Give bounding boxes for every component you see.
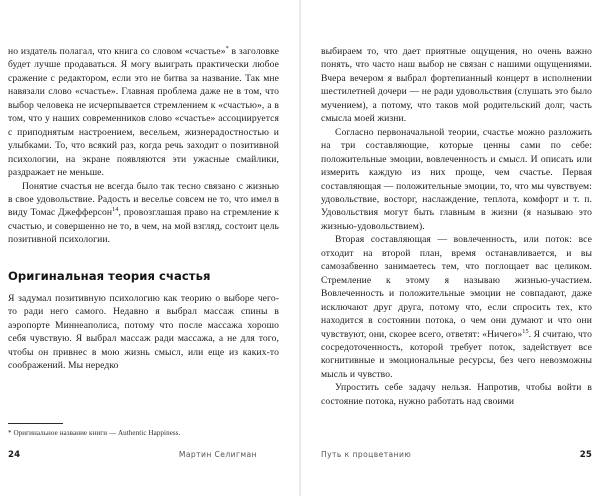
page-number-right: 25 — [579, 450, 592, 460]
paragraph-simplify-task: Упростить себе задачу нельзя. Напротив, чтобы войти в состояние потока, нужно работать над своими — [321, 382, 592, 407]
paragraph-continuation: выбираем то, что дает приятные ощущения, но очень важно понять, что часто наш выбор не связан с нашими ощущениями. Вчера вечером я выбрал фортепианный концерт в исполнении шестилетней дочери — не ради удовольствия (слушать это было мучением), а потому, что таков мой родительский долг, часть смысла моей жизни. — [321, 46, 592, 125]
paragraph-three-components: Согласно первоначальной теории, счастье можно разложить на три составляющие, которые ценны сами по себе: положительные эмоции, вовлеченность и смысл. И описать или измерить каждую из них проще, чем счастье. Первая составляющая — положительные эмоции, то, что мы чувствуем: удовольствие, восторг, наслаждение, теплота, комфорт и т. п. Удовольствия могут быть главным в жизни (я называю это жизнью-удовольствием). — [321, 126, 592, 232]
page-number-left: 24 — [8, 450, 21, 460]
running-head-left: Мартин Селигман — [178, 450, 257, 459]
paragraph-happiness-concept — [8, 180, 279, 247]
footnote-text: * Оригинальное название книги — Authentic Happiness. — [8, 429, 181, 437]
paragraph-engagement-flow — [321, 233, 592, 381]
footnote-marker-14: 14 — [112, 206, 119, 214]
paragraph-original-theory: Я задумал позитивную психологию как теорию о выборе чего-то ради него самого. Недавно я выбрал массаж спины в аэропорте Миннеаполиса, потому что после массажа хорошо себя чувствую. Я выбрал массаж ради массажа, а не для того, чтобы он привнес в мою жизнь смысл, или еще из каких-то соображений. Мы нередко — [8, 292, 279, 372]
right-page-footer — [300, 450, 600, 460]
paragraph-text-after-footnote: , провозглашая право на стремление к счастью, и совершенно не то, в чем, на мой взгляд, состоит цель позитивной психологии. — [8, 207, 279, 246]
running-head-right: Путь к процветанию — [321, 450, 412, 459]
footnote-block — [8, 423, 280, 438]
footnote-marker-15: 15 — [522, 327, 529, 335]
paragraph-continuation — [8, 45, 279, 180]
paragraph-text-after-footnote: в заголовке будет лучше продаваться. Я могу выиграть практически любое сражение с редактором, если это не битва за название. Так мне навязали слово «счастье». Главная проблема даже не в том, что выбор человека не исчерпывается стремлением к «счастью», а в том, что у наших современников слово «счастье» ассоциируется с приподнятым настроением, весельем, жизнерадостностью и улыбками. То, что всякий раз, когда речь заходит о позитивной психологии, на экране появляются эти ужасные смайлики, раздражает не меньше. — [8, 46, 280, 179]
paragraph-text-after-footnote: . Я считаю, что сосредоточенность, которой требует поток, задействует все когнитивные и эмоциональные ресурсы, без чего невозможны мысль и чувство. — [321, 328, 592, 380]
paragraph-text-before-footnote: Вторая составляющая — вовлеченность, или поток: все отходит на второй план, время останавливается, и вы самозабвенно занимаетесь тем, что поглощает вас целиком. Стремление к этому я называю жизнью-участием. Вовлеченность и положительные эмоции не совпадают, даже исключают друг друга, потому что, если спросить тех, кто находится в состоянии потока, о чем они думают и что они чувствуют, они, скорее всего, ответят: «Ничего» — [321, 234, 592, 340]
footnote-marker-asterisk: * — [225, 44, 229, 52]
footnote-separator-rule — [8, 423, 63, 424]
section-heading: Оригинальная теория счастья — [8, 268, 211, 283]
left-page-footer — [0, 450, 300, 460]
right-page — [300, 0, 600, 496]
paragraph-text-before-footnote: Понятие счастья не всегда было так тесно связано с жизнью в свое удовольствие. Радость и веселье совсем не то, что имел в виду Томас Джефферсон — [8, 180, 279, 219]
paragraph-text-before-footnote: но издатель полагал, что книга со словом «счастье» — [8, 46, 226, 57]
